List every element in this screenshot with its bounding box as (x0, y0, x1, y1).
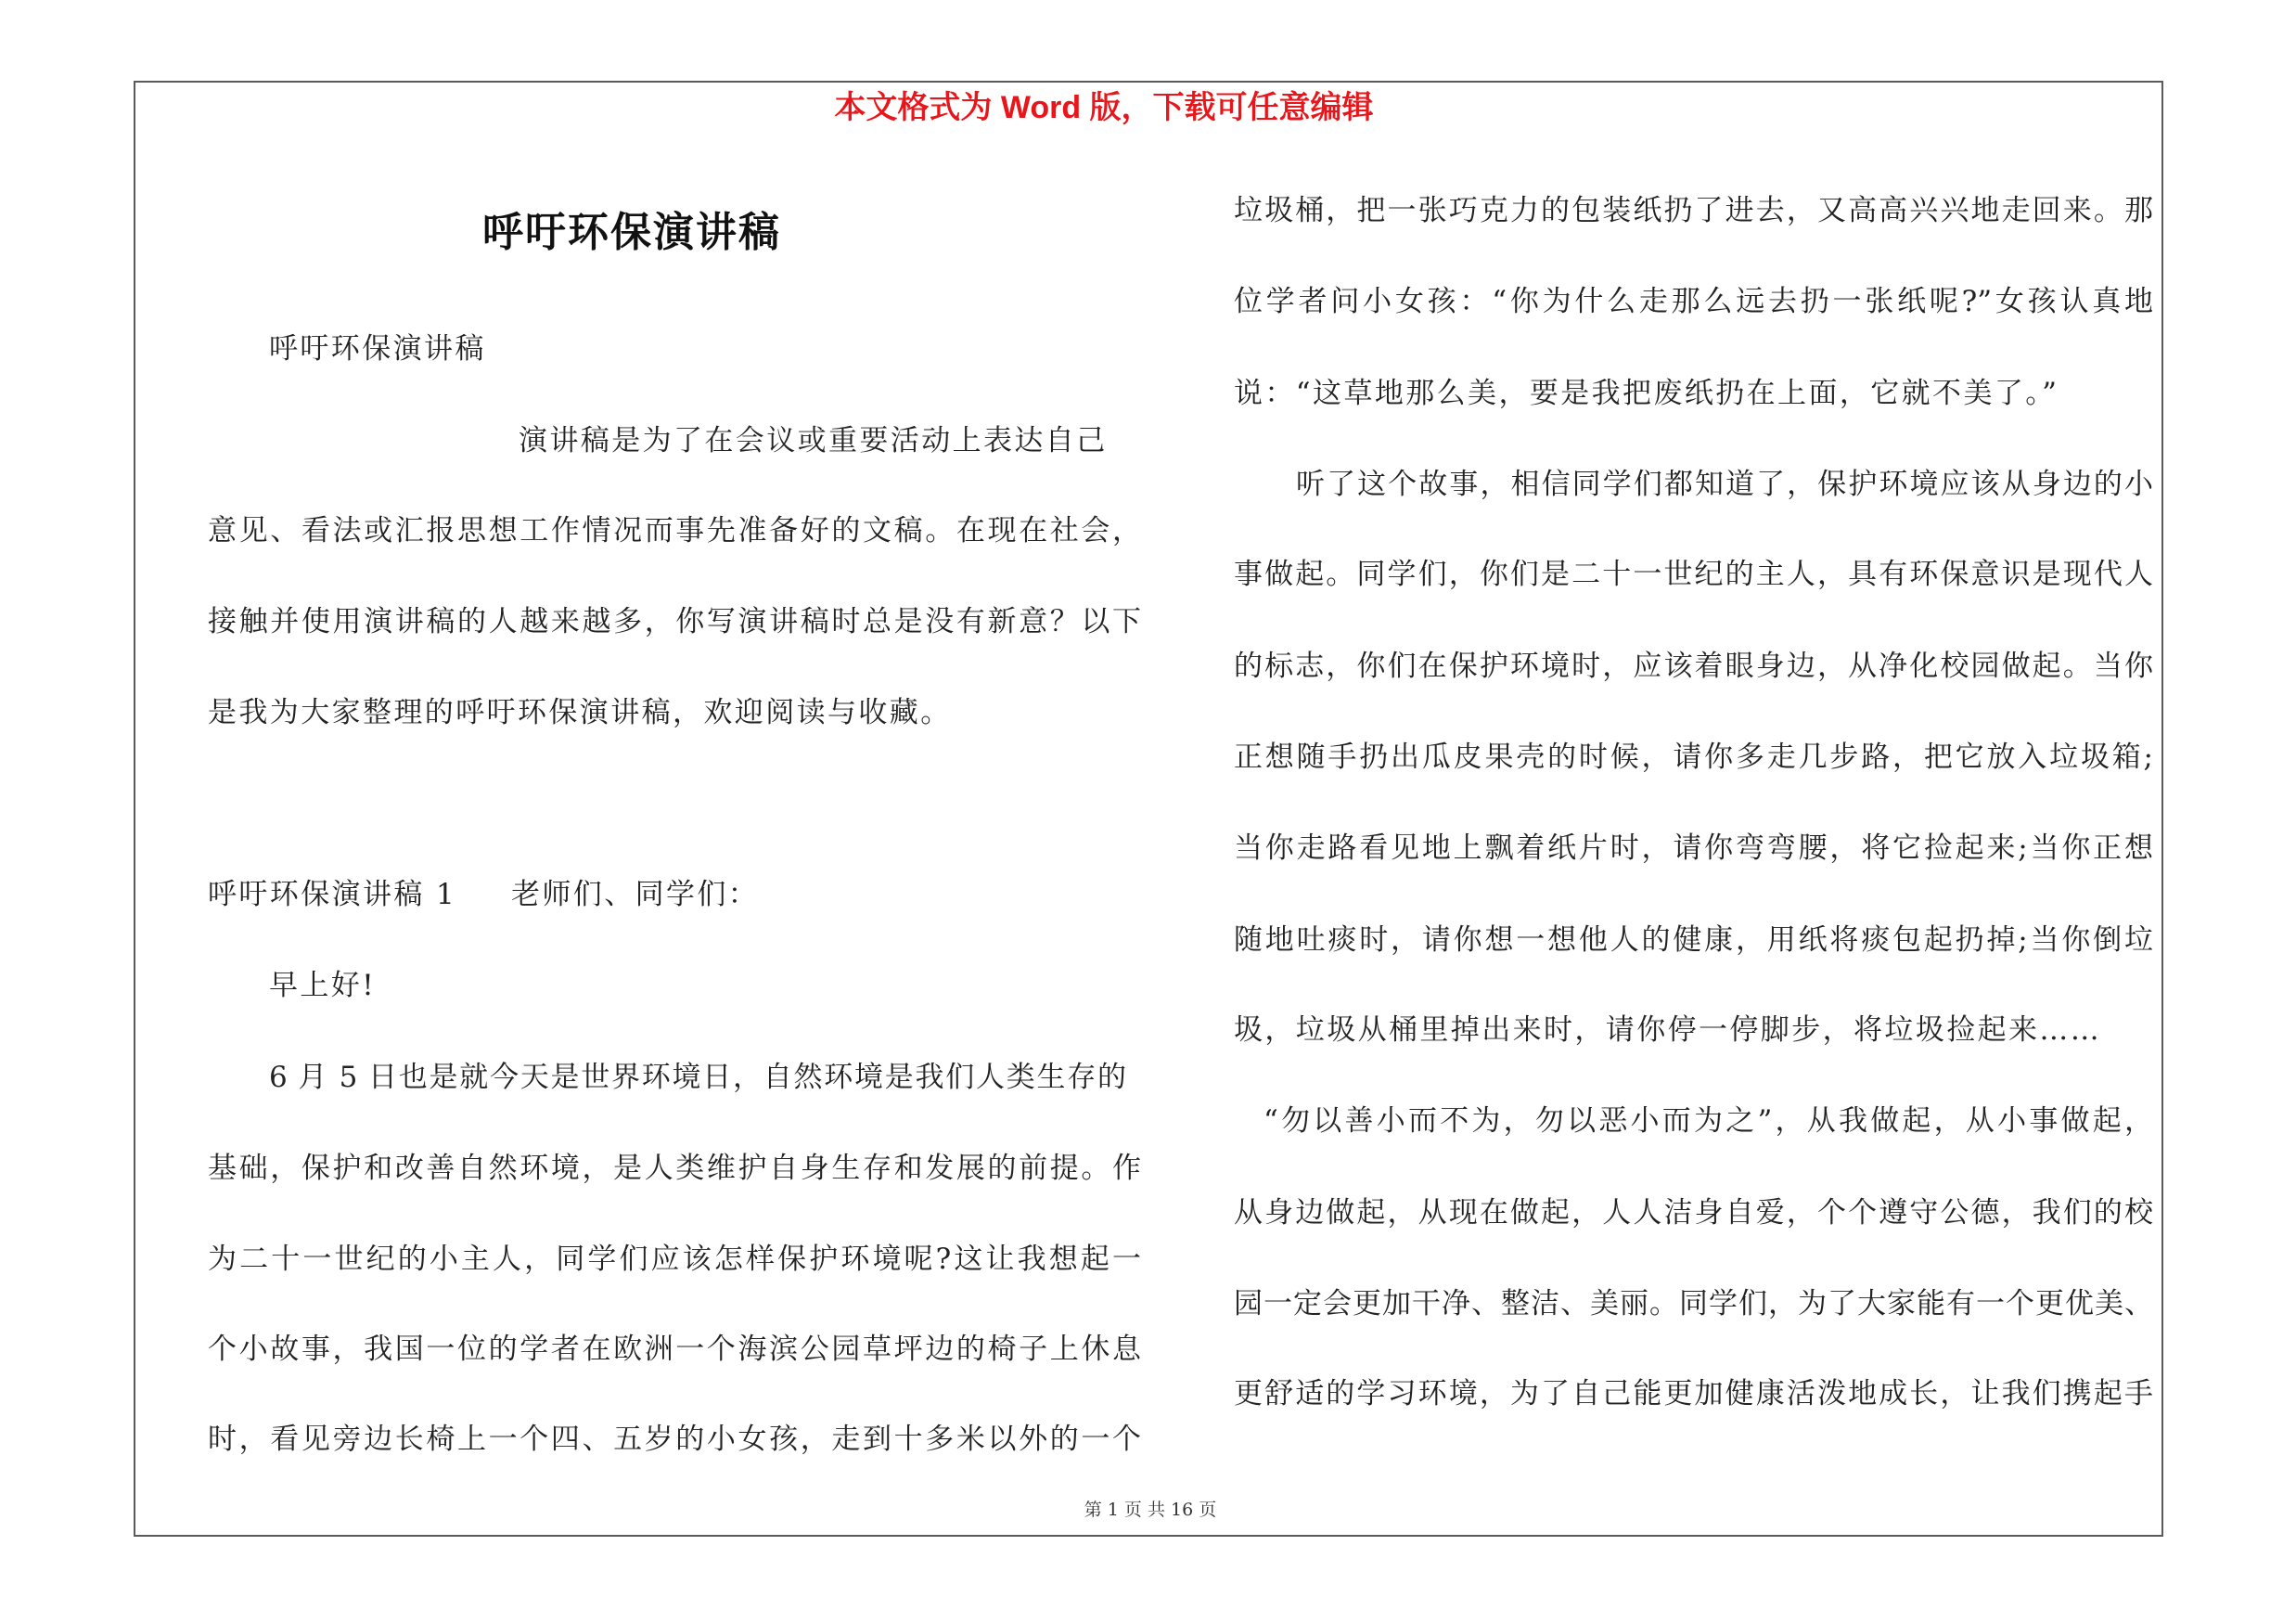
body-line: 事做起。同学们，你们是二十一世纪的主人，具有环保意识是现代人 (1234, 558, 2153, 591)
body-line: 个小故事，我国一位的学者在欧洲一个海滨公园草坪边的椅子上休息 (208, 1333, 1141, 1366)
greeting-line: 早上好! (269, 969, 377, 1002)
body-line: 听了这个故事，相信同学们都知道了，保护环境应该从身边的小 (1296, 468, 2153, 501)
section-heading: 呼吁环保演讲稿 1 (208, 878, 457, 911)
subtitle-line: 呼吁环保演讲稿 (269, 332, 486, 366)
page-number: 第 1 页 共 16 页 (1084, 1500, 1217, 1520)
body-line: 基础，保护和改善自然环境，是人类维护自身生存和发展的前提。作 (208, 1152, 1141, 1185)
body-line: 接触并使用演讲稿的人越来越多，你写演讲稿时总是没有新意？以下 (208, 605, 1141, 638)
body-line: 时，看见旁边长椅上一个四、五岁的小女孩，走到十多米以外的一个 (208, 1423, 1141, 1456)
body-line: 为二十一世纪的小主人，同学们应该怎样保护环境呢?这让我想起一 (208, 1243, 1141, 1276)
body-line: 是我为大家整理的呼吁环保演讲稿，欢迎阅读与收藏。 (208, 696, 952, 729)
body-line: 说：“这草地那么美，要是我把废纸扔在上面，它就不美了。” (1234, 377, 2059, 410)
body-line: 演讲稿是为了在会议或重要活动上表达自己 (519, 424, 1108, 457)
body-line: 正想随手扔出瓜皮果壳的时候，请你多走几步路，把它放入垃圾箱; (1234, 741, 2153, 774)
body-line: 从身边做起，从现在做起，人人洁身自爱，个个遵守公德，我们的校 (1234, 1196, 2153, 1230)
body-line: 更舒适的学习环境，为了自己能更加健康活泼地成长，让我们携起手 (1234, 1377, 2153, 1410)
body-line: 园一定会更加干净、整洁、美丽。同学们，为了大家能有一个更优美、 (1234, 1287, 2153, 1320)
body-line: 垃圾桶，把一张巧克力的包装纸扔了进去，又高高兴兴地走回来。那 (1234, 194, 2153, 227)
body-line: 的标志，你们在保护环境时，应该着眼身边，从净化校园做起。当你 (1234, 650, 2153, 683)
salutation: 老师们、同学们： (511, 878, 760, 911)
body-line: “勿以善小而不为，勿以恶小而为之”，从我做起，从小事做起， (1263, 1104, 2153, 1138)
body-line: 圾，垃圾从桶里掉出来时，请你停一停脚步，将垃圾捡起来…… (1234, 1013, 2102, 1047)
body-line: 当你走路看见地上飘着纸片时，请你弯弯腰，将它捡起来;当你正想 (1234, 831, 2153, 865)
document-title: 呼吁环保演讲稿 (482, 209, 781, 256)
format-notice: 本文格式为 Word 版，下载可任意编辑 (834, 90, 1374, 125)
body-line: 6 月 5 日也是就今天是世界环境日，自然环境是我们人类生存的 (269, 1061, 1126, 1094)
body-line: 位学者问小女孩：“你为什么走那么远去扔一张纸呢?”女孩认真地 (1234, 285, 2153, 318)
body-line: 随地吐痰时，请你想一想他人的健康，用纸将痰包起扔掉;当你倒垃 (1234, 923, 2153, 957)
body-line: 意见、看法或汇报思想工作情况而事先准备好的文稿。在现在社会， (208, 514, 1141, 547)
